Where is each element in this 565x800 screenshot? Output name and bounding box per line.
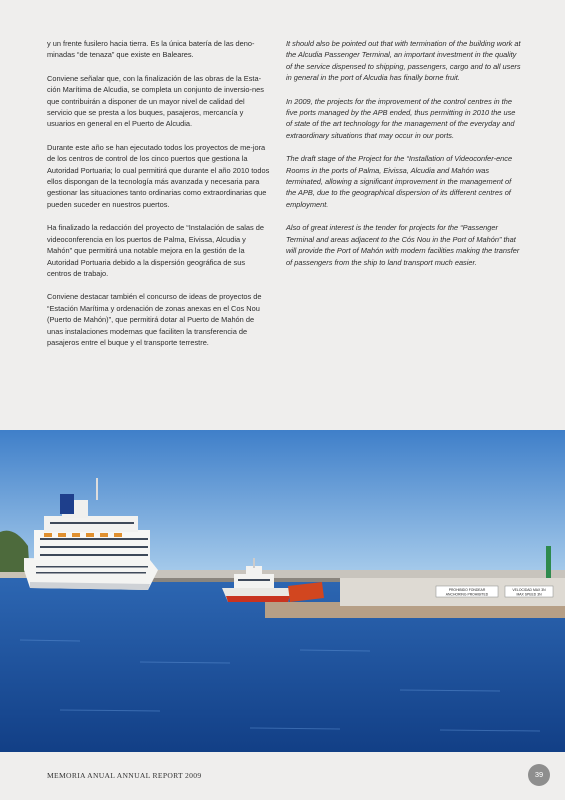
paragraph: The draft stage of the Project for the “Installation of Videoconfer-ence Rooms in the ports of Palma, Eivissa, Alcudia and Mahón was terminated, allowing a significant improvement in the management of the APB, due to the geographical dispersion of its different centres of employment. <box>286 154 513 209</box>
ship-funnel <box>60 494 74 514</box>
pier <box>120 570 565 578</box>
harbor-illustration <box>0 430 565 752</box>
sign-text: MAX SPEED 3N <box>516 592 542 597</box>
spanish-text-column <box>47 38 271 360</box>
sign-text: ANCHORING PROHIBITED <box>445 592 489 597</box>
green-beacon <box>546 546 551 578</box>
sign-text: PROHIBIDO FONDEAR <box>448 588 486 592</box>
paragraph: Conviene destacar también el concurso de ideas de proyectos de “Estación Marítima y ordenación de zonas anexas en el Cos Nou (Puerto de Mahón)”, que permitirá dotar al Puerto de Mahón de unas instalaciones modernas que faciliten la transferencia de pasajeros entre el buque y el transporte terrestre. <box>47 292 262 347</box>
page-number: 39 <box>528 764 550 786</box>
paragraph: Also of great interest is the tender for projects for the “Passenger Terminal and areas adjacent to the Cós Nou in the Port of Mahón” that will provide the Port of Mahón with modern facilities making the transfer of passengers from the ship to land transport much easier. <box>286 223 520 267</box>
paragraph: Durante este año se han ejecutado todos los proyectos de me-jora de los centros de control de los cinco puertos que gestiona la Autoridad Portuaria; lo cual permitirá que durante el año 2010 todos ellos dispongan de la tecnología más avanzada y necesaria para gestionar las situaciones tanto ordinarias como extraordinarias que pueden suceder en nuestros puertos. <box>47 142 270 209</box>
sign-text: VELOCIDAD MAX 3N <box>512 588 546 592</box>
paragraph: Ha finalizado la redacción del proyecto de “Instalación de salas de videoconferencia en los puertos de Palma, Eivissa, Alcudia y Mahón” que permitirá una notable mejora en la gestión de la Autoridad Portuaria debido a la dispersión geográfica de sus centros de trabajo. <box>47 223 264 278</box>
paragraph: y un frente fusilero hacia tierra. Es la única batería de las deno-minadas “de tenaza” que existe en Baleares. <box>47 39 255 60</box>
paragraph: Conviene señalar que, con la finalización de las obras de la Esta-ción Marítima de Alcudia, se completa un conjunto de inversio-nes que contribuirán a disponer de un mayor nivel de calidad del servicio que se presta a los buques, pasajeros, mercancía y usuarios en general en el Puerto de Alcudia. <box>47 73 264 129</box>
report-title: MEMORIA ANUAL ANNUAL REPORT 2009 <box>47 771 202 780</box>
paragraph: In 2009, the projects for the improvement of the control centres in the five ports managed by the APB ended, thus permitting in 2010 the use of state of the art technology for the management of the everyday and extraordinary situations that may occur in our ports. <box>286 96 516 140</box>
harbor-photo <box>0 430 565 752</box>
paragraph: It should also be pointed out that with termination of the building work at the Alcudia Passenger Terminal, an important investment in the quality of the service dispensed to shipping, passengers, cargo and to all users in general in the port of Alcudia has finally borne fruit. <box>286 39 521 83</box>
english-text-column <box>286 38 522 280</box>
